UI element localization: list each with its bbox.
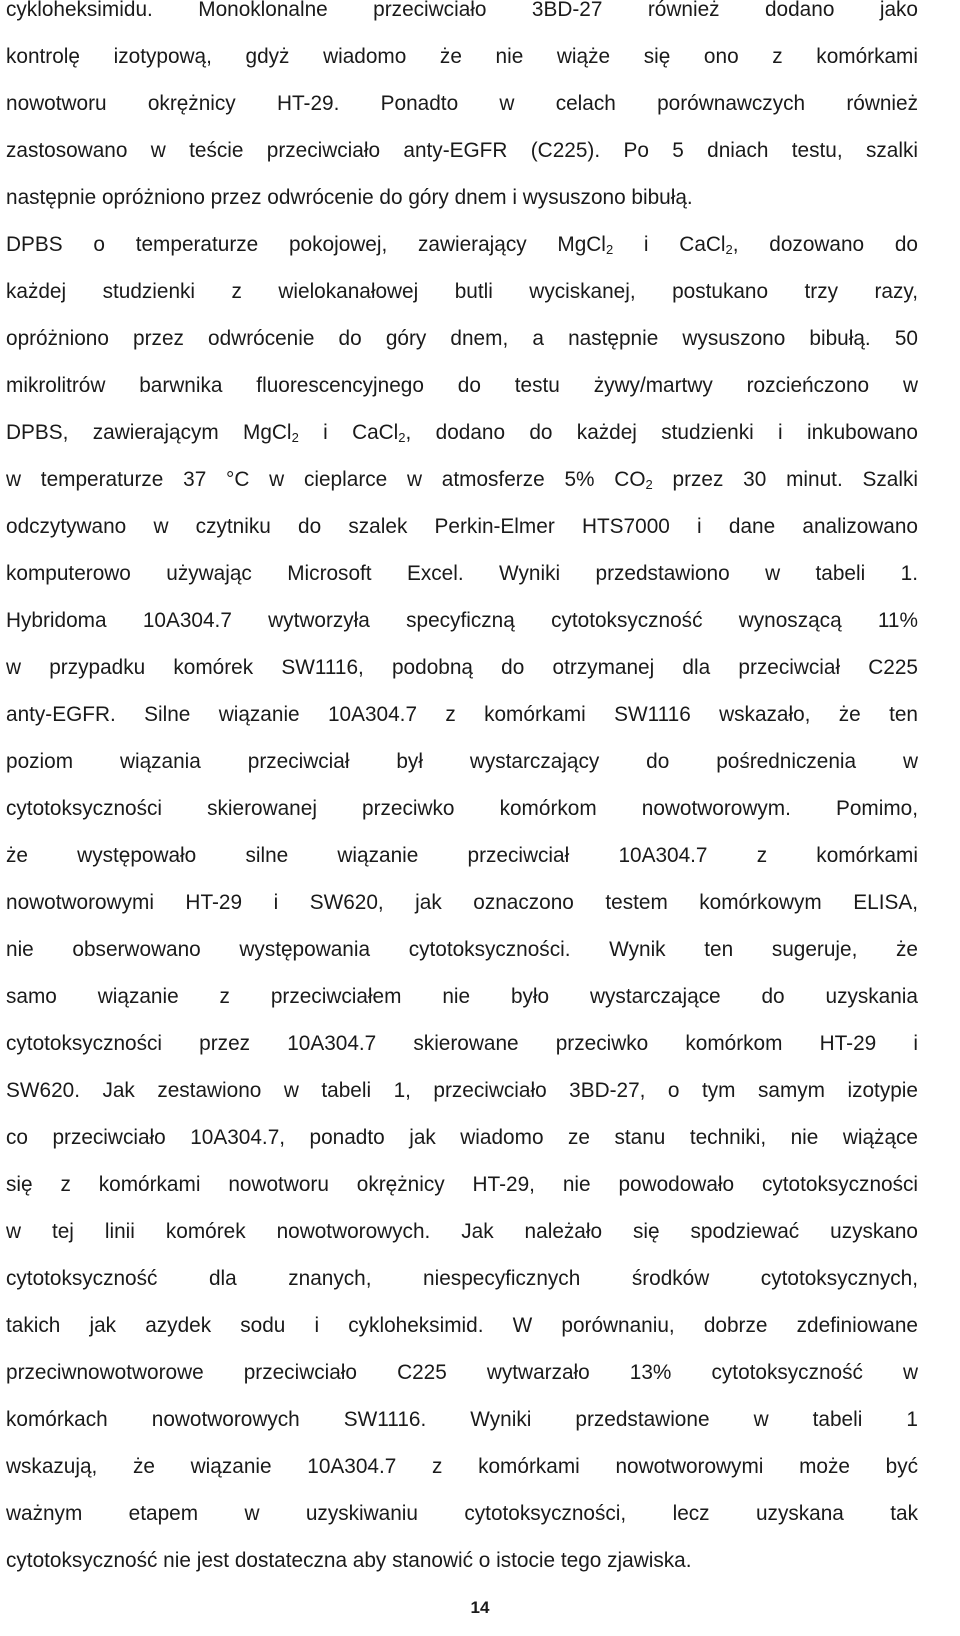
text-segment: samo wiązanie z przeciwciałem nie było wystarczające do uzyskania <box>6 985 918 1008</box>
text-line <box>6 1490 918 1537</box>
text-segment: odczytywano w czytniku do szalek Perkin-Elmer HTS7000 i dane analizowano <box>6 515 918 538</box>
text-segment: opróżniono przez odwrócenie do góry dnem, a następnie wysuszono bibułą. 50 <box>6 327 918 350</box>
text-line <box>6 221 918 268</box>
text-line <box>6 0 918 33</box>
text-segment: cytotoksyczność nie jest dostateczna aby stanowić o istocie tego zjawiska. <box>6 1549 692 1572</box>
text-line <box>6 1255 918 1302</box>
text-segment: cykloheksimidu. Monoklonalne przeciwciało 3BD-27 również dodano jako <box>6 0 918 21</box>
text-segment: w tej linii komórek nowotworowych. Jak należało się spodziewać uzyskano <box>6 1220 918 1243</box>
subscript-text: 2 <box>605 242 614 257</box>
text-segment: w temperaturze 37 °C w cieplarce w atmosferze 5% CO <box>6 468 646 491</box>
text-segment: cytotoksyczność dla znanych, niespecyficznych środków cytotoksycznych, <box>6 1267 918 1290</box>
text-segment: następnie opróżniono przez odwrócenie do góry dnem i wysuszono bibułą. <box>6 186 693 209</box>
text-segment: cytotoksyczności skierowanej przeciwko komórkom nowotworowym. Pomimo, <box>6 797 918 820</box>
text-line <box>6 503 918 550</box>
text-line <box>6 268 918 315</box>
text-line <box>6 174 918 221</box>
text-segment: mikrolitrów barwnika fluorescencyjnego do testu żywy/martwy rozcieńczono w <box>6 374 918 397</box>
text-segment: Hybridoma 10A304.7 wytworzyła specyficzną cytotoksyczność wynoszącą 11% <box>6 609 918 632</box>
text-line <box>6 973 918 1020</box>
text-line <box>6 80 918 127</box>
text-line <box>6 456 918 503</box>
text-segment: zastosowano w teście przeciwciało anty-EGFR (C225). Po 5 dniach testu, szalki <box>6 139 918 162</box>
text-segment: co przeciwciało 10A304.7, ponadto jak wiadomo ze stanu techniki, nie wiążące <box>6 1126 918 1149</box>
text-segment: w przypadku komórek SW1116, podobną do otrzymanej dla przeciwciał C225 <box>6 656 918 679</box>
text-segment: kontrolę izotypową, gdyż wiadomo że nie wiąże się ono z komórkami <box>6 45 918 68</box>
text-line <box>6 550 918 597</box>
subscript-text: 2 <box>291 430 299 445</box>
text-segment: DPBS o temperaturze pokojowej, zawierający MgCl <box>6 233 606 256</box>
text-line <box>6 1537 918 1584</box>
text-line <box>6 926 918 973</box>
text-line <box>6 1114 918 1161</box>
text-line <box>6 409 918 456</box>
text-segment: anty-EGFR. Silne wiązanie 10A304.7 z komórkami SW1116 wskazało, że ten <box>6 703 918 726</box>
text-segment: nie obserwowano występowania cytotoksyczności. Wynik ten sugeruje, że <box>6 938 918 961</box>
text-line <box>6 127 918 174</box>
text-line <box>6 785 918 832</box>
text-segment: przez 30 minut. Szalki <box>652 468 918 491</box>
text-line <box>6 738 918 785</box>
text-line <box>6 691 918 738</box>
text-segment: DPBS, zawierającym MgCl <box>6 421 292 444</box>
text-line <box>6 879 918 926</box>
text-line <box>6 315 918 362</box>
text-segment: takich jak azydek sodu i cykloheksimid. W porównaniu, dobrze zdefiniowane <box>6 1314 918 1337</box>
text-segment: wskazują, że wiązanie 10A304.7 z komórkami nowotworowymi może być <box>6 1455 918 1478</box>
text-segment: i CaCl <box>613 233 726 256</box>
subscript-text: 2 <box>645 477 653 492</box>
subscript-text: 2 <box>725 242 733 257</box>
text-segment: każdej studzienki z wielokanałowej butli wyciskanej, postukano trzy razy, <box>6 280 918 303</box>
text-segment: cytotoksyczności przez 10A304.7 skierowane przeciwko komórkom HT-29 i <box>6 1032 918 1055</box>
text-segment: komputerowo używając Microsoft Excel. Wyniki przedstawiono w tabeli 1. <box>6 562 918 585</box>
text-segment: poziom wiązania przeciwciał był wystarczający do pośredniczenia w <box>6 750 918 773</box>
text-segment: , dodano do każdej studzienki i inkubowano <box>405 421 918 444</box>
text-line <box>6 597 918 644</box>
text-segment: nowotworu okrężnicy HT-29. Ponadto w celach porównawczych również <box>6 92 918 115</box>
text-line <box>6 1067 918 1114</box>
text-line <box>6 362 918 409</box>
text-line <box>6 1349 918 1396</box>
text-line <box>6 1020 918 1067</box>
text-line <box>6 644 918 691</box>
subscript-text: 2 <box>398 430 406 445</box>
text-segment: przeciwnowotworowe przeciwciało C225 wytwarzało 13% cytotoksyczność w <box>6 1361 918 1384</box>
text-line <box>6 1443 918 1490</box>
text-segment: ważnym etapem w uzyskiwaniu cytotoksyczności, lecz uzyskana tak <box>6 1502 918 1525</box>
body-paragraph <box>6 0 918 1584</box>
text-segment: komórkach nowotworowych SW1116. Wyniki przedstawione w tabeli 1 <box>6 1408 918 1431</box>
text-line <box>6 1302 918 1349</box>
page-number: 14 <box>470 1598 490 1617</box>
text-line <box>6 832 918 879</box>
text-segment: , dozowano do <box>732 233 918 256</box>
text-line <box>6 1396 918 1443</box>
text-line <box>6 1161 918 1208</box>
text-segment: się z komórkami nowotworu okrężnicy HT-29, nie powodowało cytotoksyczności <box>6 1173 918 1196</box>
text-segment: SW620. Jak zestawiono w tabeli 1, przeciwciało 3BD-27, o tym samym izotypie <box>6 1079 918 1102</box>
text-segment: i CaCl <box>298 421 399 444</box>
text-line <box>6 33 918 80</box>
text-segment: nowotworowymi HT-29 i SW620, jak oznaczono testem komórkowym ELISA, <box>6 891 918 914</box>
text-line <box>6 1208 918 1255</box>
text-segment: że występowało silne wiązanie przeciwciał 10A304.7 z komórkami <box>6 844 918 867</box>
